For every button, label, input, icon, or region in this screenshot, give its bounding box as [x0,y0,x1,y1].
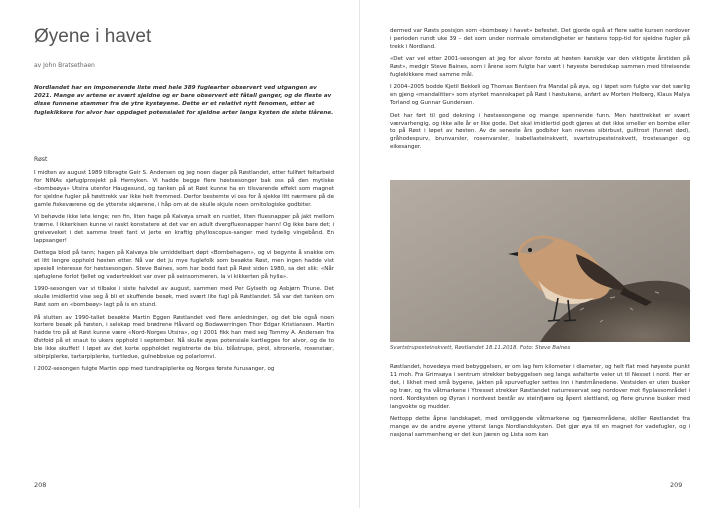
bird-photo [390,180,690,342]
lead-paragraph: Nordlandet har en imponerende liste med hele 389 fuglearter observert ved utgangen av 2021. Mange av artene er svært sjeldne og er bare observert ett fåtall ganger, og de fleste av disse funnene stammer fra de ytre kystøyene. Dette er et relativt nytt fenomen, etter at fuglekikkere for alvor har oppdaget potensialet for sjeldne arter langs kysten de siste tiårene. [34,85,334,116]
body-paragraph: Røstlandet, hovedøya med bebyggelsen, er om lag fem kilometer i diameter, og helt flat med høyeste punkt 11 moh. Fra Grimsøya i sentrum strekker bebyggelsen seg langs asfalterte veier ut til Nesset i nord. Her er det, i likhet med små bygene, jakten på spurvefugler settes inn i høstmånedene. Vestsiden er uten busker og trær, og fra våtmarkene i Ytresset strekker Røstlandet naturreservat seg nordover mot flyplassområdet i nord. Nordkysten og Øyran i nordvest består av steinfjære og åpent slettland, og flere grunne busker med langvokte og mudder. [390,364,690,410]
page-number-right: 209 [670,481,683,489]
body-paragraph: I 2004–2005 bodde Kjetil Bekkeli og Thomas Bentsen fra Mandal på øya, og i løpet som fulgte var det særlig en gjeng «mandalitter» som styrket mannskapet på Røst i høstukene, anført av Morten Helberg, Klaus Malya Torland og Gunnar Gundersen. [390,84,691,107]
photo-caption: Svartstrupesteinskvett, Røstlandet 18.11.2018. Foto: Steve Baines [390,345,571,351]
body-paragraph: Nettopp dette åpne landskapet, med omliggende våtmarkene og fjæreområdene, skiller Røstlandet fra mange av de andre øyene ytterst langs Nordlandskysten. Det gjør øya til en magnet for vadefugler, og i nasjonal sammenheng er det kun Jæren og Lista som kan [390,415,690,438]
right-body-bottom [390,364,690,444]
body-paragraph: I midten av august 1989 tilbragte Geir S. Andersen og jeg noen dager på Røstlandet, etter fullført feltarbeid for NINAs sjøfuglprosjekt på Hernyken. Vi hadde begge flere høstsesonger bak oss på den mytiske «bombeøya» Utsira utenfor Haugesund, og tanken på at Røst kunne ha en tilsvarende effekt som magnet for sjeldne fugler på høsttrekk var ikke helt fremmed. Derfor bestemte vi oss for å sjekke litt nærmere på de gamle fiskeværene og de ytterste skjærene, i håp om at de skulle skjule noen ornitologiske godbiter. [34,170,334,208]
left-body-column [34,170,334,379]
article-title: Øyene i havet [34,26,152,47]
body-paragraph: Dettega blod på tann; hagen på Kalvøya ble umiddelbart døpt «Bombehagen», og vi begynte å snakke om et litt lengre opphold høsten etter. Nå var det ju mye fuglefolk som besøkte Røst, men ingen hadde vist spesiell interesse for høstsesongen. Steve Baines, som har bodd fast på Røst siden 1980, sa det slik: «Når sjøfuglene forlot fjellet og vadertrekket var over på seinsommeren, la vi kikkerten på hylla». [34,250,334,280]
byline: av John Bratsethaen [34,62,95,69]
body-paragraph: I 2002-sesongen fulgte Martin opp med tundrapiplerke og Norges første furusanger, og [34,366,275,373]
right-body-top [390,28,690,157]
right-page [360,0,720,508]
body-paragraph: 1990-sesongen var vi tilbake i siste halvdel av august, sammen med Per Gylseth og Asbjørn Thune. Det skulle imidlertid vise seg å bli et skuffende besøk, med svært lite fugl på Røstlandet. Så var det tanken om Røst som en «bombeøy» lagt på is en stund. [34,286,334,309]
page-number-left: 208 [34,481,47,489]
body-paragraph: Vi behøvde ikke lete lenge; ren fin, liten hage på Kalvøya smalt en rustlet, liten fluesnapper på jakt mellom trærne. I ikkerkisen kunne vi raskt konstatere at det var en adult dvergfluesnapper hann! Og ikke bare det; i greiveveket i det samme treet fant vi jerte en kraftig phylloscopus-sanger med tydelig vingebånd. En lappsanger! [34,214,334,244]
body-paragraph: Det har ført til god dekning i høstsesongene og mange spennende funn. Men høsttrekket er svært værvarhengig, og ikke alle år er like gode. Det skal imidlertid godt gjøres at det ikke smeller en bombe eller to på Røst i løpet av høsten. Av de seneste års godbiter kan nevnes sibirbust, gulltrost (funnet død), gråhodespurv, brunvarsler, rosenvarsler, isabellasteinskvett, svartstrupesteinskvett, trostesanger og eikesanger. [390,112,690,151]
body-paragraph: «Det var vel etter 2001-sesongen at jeg for alvor forsto at høsten kanskje var den viktigste årstiden på Røst», medgir Steve Baines, som i årene som fulgte har vært i høyeste beredskap sammen med tilreisende fuglekikkere med samme mål. [390,56,690,79]
wheatear-photo-illustration [390,180,690,342]
section-heading: Røst [34,156,48,163]
body-paragraph: dermed var Røsts posisjon som «bombeøy i havet» befestet. Det gjorde også at flere satte kursen nordover i perioden rundt uke 39 – det som under normale omstendigheter er høstens topp-tid for sjeldne fugler på trekk i Nordland. [390,28,690,50]
body-paragraph: På slutten av 1990-tallet besøkte Martin Eggen Røstlandet ved flere anledninger, og det ble også noen kortere besøk på høsten, i selskap med brødrene Håvard og Bodawerringen Thor Edgar Kristiansen. Martin hadde tro på at Røst kunne være «Nord-Norges Utsira», og i 2001 fikk han med seg Tommy A. Andersen fra Østfold på et snaut to ukers opphold i september. Nå skulle øyas potensiale kartlegges for alvor, og de to ble ikke skuffet! I løpet av det korte oppholdet registrerte de blu. blåstrupe, pirol, sitronerle, rosenstær, sibirpiplerke, tartarpiplerke, turtledue, gulnebbsiue og polarlomvi. [34,314,334,361]
